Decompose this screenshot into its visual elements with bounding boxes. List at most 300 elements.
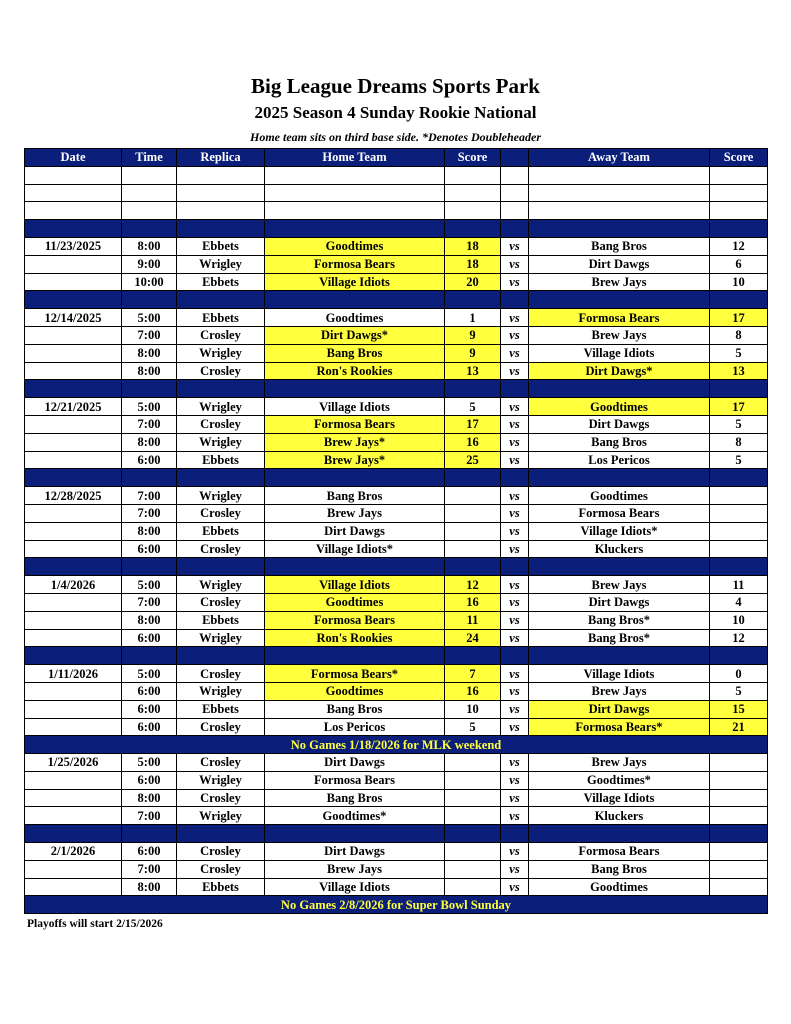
separator-cell xyxy=(122,291,177,309)
replica-field: Crosley xyxy=(177,362,265,380)
away-team: Goodtimes xyxy=(529,398,710,416)
home-team: Bang Bros xyxy=(265,344,445,362)
separator-cell xyxy=(445,291,501,309)
vs-label: vs xyxy=(501,860,529,878)
home-score: 17 xyxy=(445,415,501,433)
home-score: 20 xyxy=(445,273,501,291)
game-time: 6:00 xyxy=(122,843,177,861)
away-score xyxy=(710,860,768,878)
vs-label: vs xyxy=(501,326,529,344)
away-team: Village Idiots xyxy=(529,789,710,807)
header-row xyxy=(25,149,768,167)
separator-cell xyxy=(529,469,710,487)
game-row xyxy=(25,843,768,861)
game-date xyxy=(25,415,122,433)
separator-cell xyxy=(710,558,768,576)
col-replica-header: Replica xyxy=(177,149,265,167)
schedule-table xyxy=(24,148,768,914)
blank-cell xyxy=(265,202,445,220)
home-team: Village Idiots xyxy=(265,878,445,896)
game-date: 12/14/2025 xyxy=(25,309,122,327)
home-team: Dirt Dawgs xyxy=(265,522,445,540)
week-separator-row xyxy=(25,220,768,238)
home-team: Dirt Dawgs xyxy=(265,843,445,861)
separator-cell xyxy=(445,380,501,398)
away-team: Formosa Bears xyxy=(529,843,710,861)
home-team: Brew Jays xyxy=(265,860,445,878)
game-date xyxy=(25,700,122,718)
home-score xyxy=(445,843,501,861)
vs-label: vs xyxy=(501,807,529,825)
home-team: Brew Jays* xyxy=(265,451,445,469)
blank-cell xyxy=(122,184,177,202)
separator-cell xyxy=(710,825,768,843)
game-time: 5:00 xyxy=(122,398,177,416)
home-score: 7 xyxy=(445,665,501,683)
game-row xyxy=(25,682,768,700)
blank-cell xyxy=(529,166,710,184)
away-score: 6 xyxy=(710,255,768,273)
separator-cell xyxy=(445,220,501,238)
home-score: 16 xyxy=(445,433,501,451)
separator-cell xyxy=(122,558,177,576)
blank-cell xyxy=(445,202,501,220)
separator-cell xyxy=(25,647,122,665)
blank-cell xyxy=(177,184,265,202)
no-games-banner: No Games 1/18/2026 for MLK weekend xyxy=(25,736,768,754)
home-score: 9 xyxy=(445,326,501,344)
separator-cell xyxy=(122,220,177,238)
game-row xyxy=(25,398,768,416)
away-score: 11 xyxy=(710,576,768,594)
separator-cell xyxy=(265,220,445,238)
vs-label: vs xyxy=(501,771,529,789)
replica-field: Ebbets xyxy=(177,611,265,629)
separator-cell xyxy=(265,825,445,843)
replica-field: Crosley xyxy=(177,754,265,772)
separator-cell xyxy=(501,220,529,238)
replica-field: Wrigley xyxy=(177,433,265,451)
away-team: Village Idiots xyxy=(529,665,710,683)
away-score: 8 xyxy=(710,326,768,344)
home-score: 5 xyxy=(445,398,501,416)
game-time: 5:00 xyxy=(122,665,177,683)
away-score: 13 xyxy=(710,362,768,380)
separator-cell xyxy=(710,220,768,238)
no-games-banner: No Games 2/8/2026 for Super Bowl Sunday xyxy=(25,896,768,914)
replica-field: Ebbets xyxy=(177,522,265,540)
game-time: 6:00 xyxy=(122,771,177,789)
home-score xyxy=(445,487,501,505)
replica-field: Crosley xyxy=(177,860,265,878)
col-away-team-header: Away Team xyxy=(529,149,710,167)
replica-field: Wrigley xyxy=(177,255,265,273)
replica-field: Ebbets xyxy=(177,878,265,896)
game-time: 7:00 xyxy=(122,487,177,505)
vs-label: vs xyxy=(501,398,529,416)
blank-row xyxy=(25,202,768,220)
vs-label: vs xyxy=(501,344,529,362)
blank-cell xyxy=(445,166,501,184)
game-date: 12/28/2025 xyxy=(25,487,122,505)
blank-cell xyxy=(122,166,177,184)
away-team: Goodtimes* xyxy=(529,771,710,789)
game-time: 7:00 xyxy=(122,504,177,522)
away-score xyxy=(710,754,768,772)
game-time: 6:00 xyxy=(122,700,177,718)
separator-cell xyxy=(177,825,265,843)
game-row xyxy=(25,255,768,273)
game-time: 8:00 xyxy=(122,362,177,380)
away-score: 10 xyxy=(710,273,768,291)
vs-label: vs xyxy=(501,629,529,647)
home-team: Los Pericos xyxy=(265,718,445,736)
game-time: 7:00 xyxy=(122,807,177,825)
away-team: Dirt Dawgs xyxy=(529,255,710,273)
home-team: Village Idiots xyxy=(265,398,445,416)
away-score: 17 xyxy=(710,398,768,416)
replica-field: Ebbets xyxy=(177,451,265,469)
home-team: Formosa Bears* xyxy=(265,665,445,683)
separator-cell xyxy=(177,469,265,487)
game-time: 7:00 xyxy=(122,593,177,611)
blank-cell xyxy=(710,184,768,202)
game-time: 6:00 xyxy=(122,451,177,469)
separator-cell xyxy=(177,220,265,238)
replica-field: Wrigley xyxy=(177,344,265,362)
replica-field: Wrigley xyxy=(177,807,265,825)
week-separator-row xyxy=(25,647,768,665)
away-score xyxy=(710,878,768,896)
home-team: Dirt Dawgs* xyxy=(265,326,445,344)
home-team: Goodtimes xyxy=(265,682,445,700)
home-score: 16 xyxy=(445,682,501,700)
replica-field: Wrigley xyxy=(177,487,265,505)
away-team: Bang Bros* xyxy=(529,629,710,647)
blank-cell xyxy=(265,184,445,202)
away-score: 5 xyxy=(710,682,768,700)
separator-cell xyxy=(265,380,445,398)
away-team: Bang Bros xyxy=(529,433,710,451)
away-score: 10 xyxy=(710,611,768,629)
away-team: Bang Bros xyxy=(529,860,710,878)
replica-field: Crosley xyxy=(177,789,265,807)
vs-label: vs xyxy=(501,237,529,255)
replica-field: Crosley xyxy=(177,593,265,611)
game-row xyxy=(25,593,768,611)
home-score: 1 xyxy=(445,309,501,327)
away-team: Bang Bros* xyxy=(529,611,710,629)
game-time: 8:00 xyxy=(122,522,177,540)
replica-field: Wrigley xyxy=(177,682,265,700)
away-team: Goodtimes xyxy=(529,878,710,896)
away-team: Dirt Dawgs xyxy=(529,700,710,718)
home-team: Formosa Bears xyxy=(265,255,445,273)
game-row xyxy=(25,237,768,255)
blank-cell xyxy=(122,202,177,220)
week-separator-row xyxy=(25,825,768,843)
game-date xyxy=(25,611,122,629)
game-row xyxy=(25,718,768,736)
game-time: 8:00 xyxy=(122,789,177,807)
separator-cell xyxy=(501,647,529,665)
vs-label: vs xyxy=(501,700,529,718)
away-score: 15 xyxy=(710,700,768,718)
separator-cell xyxy=(122,469,177,487)
game-time: 10:00 xyxy=(122,273,177,291)
away-score: 17 xyxy=(710,309,768,327)
away-team: Brew Jays xyxy=(529,576,710,594)
separator-cell xyxy=(501,380,529,398)
blank-cell xyxy=(710,202,768,220)
separator-cell xyxy=(265,291,445,309)
col-time-header: Time xyxy=(122,149,177,167)
blank-cell xyxy=(265,166,445,184)
home-score: 12 xyxy=(445,576,501,594)
blank-cell xyxy=(501,202,529,220)
separator-cell xyxy=(177,647,265,665)
game-row xyxy=(25,344,768,362)
separator-cell xyxy=(265,647,445,665)
separator-cell xyxy=(445,558,501,576)
away-team: Kluckers xyxy=(529,540,710,558)
blank-cell xyxy=(177,202,265,220)
game-date xyxy=(25,789,122,807)
vs-label: vs xyxy=(501,415,529,433)
away-team: Brew Jays xyxy=(529,682,710,700)
separator-cell xyxy=(529,647,710,665)
replica-field: Wrigley xyxy=(177,771,265,789)
away-team: Formosa Bears* xyxy=(529,718,710,736)
home-score xyxy=(445,789,501,807)
blank-cell xyxy=(501,166,529,184)
blank-cell xyxy=(445,184,501,202)
home-score: 10 xyxy=(445,700,501,718)
blank-row xyxy=(25,166,768,184)
home-team: Goodtimes xyxy=(265,237,445,255)
separator-cell xyxy=(445,469,501,487)
replica-field: Ebbets xyxy=(177,273,265,291)
home-score: 9 xyxy=(445,344,501,362)
separator-cell xyxy=(25,825,122,843)
away-score: 12 xyxy=(710,237,768,255)
game-date xyxy=(25,433,122,451)
away-score: 8 xyxy=(710,433,768,451)
away-score: 12 xyxy=(710,629,768,647)
away-team: Brew Jays xyxy=(529,754,710,772)
game-time: 5:00 xyxy=(122,754,177,772)
vs-label: vs xyxy=(501,522,529,540)
blank-cell xyxy=(177,166,265,184)
game-date xyxy=(25,682,122,700)
away-score: 5 xyxy=(710,415,768,433)
game-row xyxy=(25,754,768,772)
game-row xyxy=(25,807,768,825)
game-date xyxy=(25,718,122,736)
schedule-body xyxy=(25,166,768,913)
week-separator-row xyxy=(25,469,768,487)
home-score: 25 xyxy=(445,451,501,469)
week-separator-row xyxy=(25,558,768,576)
separator-cell xyxy=(529,291,710,309)
game-row xyxy=(25,362,768,380)
replica-field: Wrigley xyxy=(177,576,265,594)
vs-label: vs xyxy=(501,682,529,700)
game-row xyxy=(25,576,768,594)
home-score: 16 xyxy=(445,593,501,611)
blank-cell xyxy=(25,166,122,184)
separator-cell xyxy=(710,469,768,487)
vs-label: vs xyxy=(501,540,529,558)
game-row xyxy=(25,326,768,344)
away-score xyxy=(710,487,768,505)
game-row xyxy=(25,487,768,505)
blank-cell xyxy=(25,202,122,220)
game-date xyxy=(25,540,122,558)
game-date xyxy=(25,522,122,540)
separator-cell xyxy=(710,647,768,665)
replica-field: Crosley xyxy=(177,540,265,558)
home-team: Brew Jays* xyxy=(265,433,445,451)
home-team: Goodtimes* xyxy=(265,807,445,825)
vs-label: vs xyxy=(501,451,529,469)
away-score: 5 xyxy=(710,344,768,362)
game-date: 1/11/2026 xyxy=(25,665,122,683)
game-row xyxy=(25,629,768,647)
game-date: 2/1/2026 xyxy=(25,843,122,861)
replica-field: Ebbets xyxy=(177,700,265,718)
vs-label: vs xyxy=(501,487,529,505)
game-time: 8:00 xyxy=(122,611,177,629)
replica-field: Crosley xyxy=(177,504,265,522)
page-subtitle: 2025 Season 4 Sunday Rookie National xyxy=(254,103,537,122)
home-score xyxy=(445,878,501,896)
game-row xyxy=(25,522,768,540)
blank-row xyxy=(25,184,768,202)
home-score: 18 xyxy=(445,255,501,273)
away-score xyxy=(710,789,768,807)
game-date xyxy=(25,593,122,611)
game-time: 8:00 xyxy=(122,344,177,362)
away-score xyxy=(710,522,768,540)
away-score: 5 xyxy=(710,451,768,469)
game-date: 1/4/2026 xyxy=(25,576,122,594)
vs-label: vs xyxy=(501,611,529,629)
separator-cell xyxy=(25,220,122,238)
blank-cell xyxy=(501,184,529,202)
home-team: Bang Bros xyxy=(265,487,445,505)
vs-label: vs xyxy=(501,433,529,451)
home-team: Ron's Rookies xyxy=(265,629,445,647)
game-date: 1/25/2026 xyxy=(25,754,122,772)
game-time: 6:00 xyxy=(122,682,177,700)
home-team: Goodtimes xyxy=(265,309,445,327)
away-team: Village Idiots* xyxy=(529,522,710,540)
replica-field: Crosley xyxy=(177,843,265,861)
game-date xyxy=(25,878,122,896)
vs-label: vs xyxy=(501,255,529,273)
home-team: Village Idiots* xyxy=(265,540,445,558)
home-team: Formosa Bears xyxy=(265,611,445,629)
home-score xyxy=(445,504,501,522)
separator-cell xyxy=(25,380,122,398)
away-score xyxy=(710,843,768,861)
game-time: 7:00 xyxy=(122,326,177,344)
away-team: Los Pericos xyxy=(529,451,710,469)
game-row xyxy=(25,878,768,896)
away-team: Kluckers xyxy=(529,807,710,825)
separator-cell xyxy=(265,558,445,576)
page-note: Home team sits on third base side. *Denotes Doubleheader xyxy=(250,130,541,144)
separator-cell xyxy=(177,291,265,309)
separator-cell xyxy=(25,291,122,309)
week-separator-row xyxy=(25,291,768,309)
separator-cell xyxy=(501,825,529,843)
vs-label: vs xyxy=(501,309,529,327)
game-row xyxy=(25,611,768,629)
game-date: 12/21/2025 xyxy=(25,398,122,416)
separator-cell xyxy=(529,220,710,238)
replica-field: Wrigley xyxy=(177,629,265,647)
separator-cell xyxy=(445,647,501,665)
away-score xyxy=(710,771,768,789)
vs-label: vs xyxy=(501,576,529,594)
game-date xyxy=(25,771,122,789)
vs-label: vs xyxy=(501,593,529,611)
home-team: Bang Bros xyxy=(265,700,445,718)
game-row xyxy=(25,540,768,558)
game-date xyxy=(25,326,122,344)
replica-field: Crosley xyxy=(177,718,265,736)
home-score xyxy=(445,860,501,878)
game-row xyxy=(25,415,768,433)
separator-cell xyxy=(529,380,710,398)
game-row xyxy=(25,451,768,469)
home-score: 18 xyxy=(445,237,501,255)
game-row xyxy=(25,665,768,683)
col-home-score-header: Score xyxy=(445,149,501,167)
vs-label: vs xyxy=(501,754,529,772)
away-team: Brew Jays xyxy=(529,273,710,291)
away-team: Goodtimes xyxy=(529,487,710,505)
game-row xyxy=(25,700,768,718)
separator-cell xyxy=(177,380,265,398)
game-row xyxy=(25,789,768,807)
game-date xyxy=(25,629,122,647)
game-time: 5:00 xyxy=(122,309,177,327)
away-team: Bang Bros xyxy=(529,237,710,255)
away-score: 0 xyxy=(710,665,768,683)
away-team: Formosa Bears xyxy=(529,309,710,327)
separator-cell xyxy=(177,558,265,576)
separator-cell xyxy=(710,291,768,309)
page-title: Big League Dreams Sports Park xyxy=(251,74,540,98)
separator-cell xyxy=(529,558,710,576)
game-row xyxy=(25,309,768,327)
col-home-team-header: Home Team xyxy=(265,149,445,167)
home-score: 13 xyxy=(445,362,501,380)
replica-field: Ebbets xyxy=(177,237,265,255)
game-time: 5:00 xyxy=(122,576,177,594)
no-games-banner-row xyxy=(25,896,768,914)
game-row xyxy=(25,771,768,789)
replica-field: Crosley xyxy=(177,326,265,344)
replica-field: Ebbets xyxy=(177,309,265,327)
blank-cell xyxy=(529,202,710,220)
game-row xyxy=(25,273,768,291)
separator-cell xyxy=(501,558,529,576)
blank-cell xyxy=(529,184,710,202)
